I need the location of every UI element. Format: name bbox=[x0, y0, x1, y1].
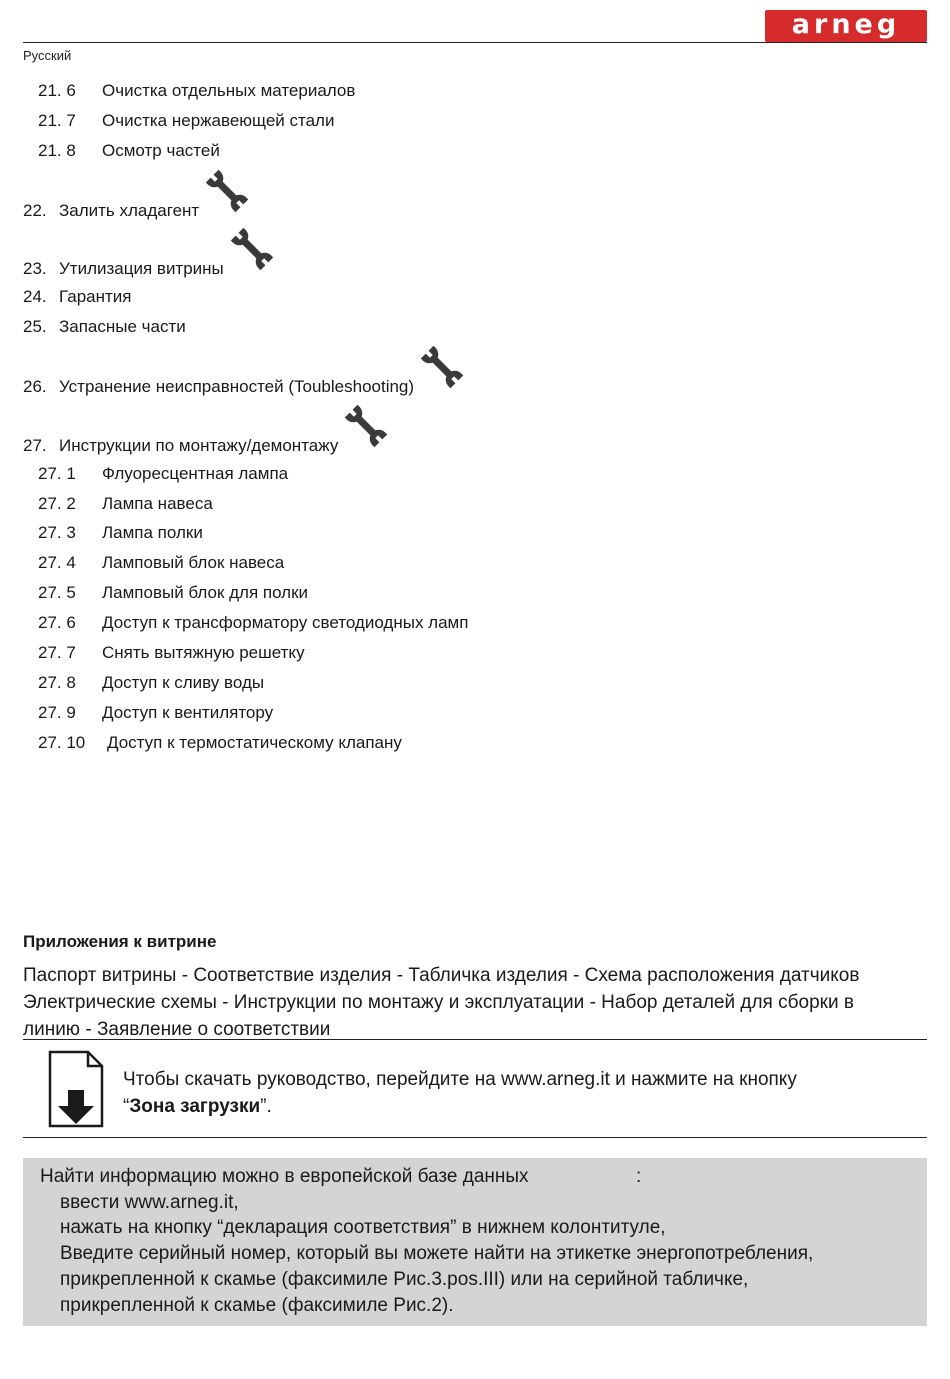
toc-item-label: Ламповый блок навеса bbox=[102, 553, 285, 572]
toc-item-number: 24. bbox=[23, 287, 47, 306]
toc-item-label: Ламповый блок для полки bbox=[102, 583, 309, 602]
toc-item-24 bbox=[23, 287, 132, 307]
info-step: прикрепленной к скамье (факсимиле Рис.3.pos.III) или на серийной табличке, bbox=[60, 1269, 749, 1290]
toc-item-number: 27. 7 bbox=[38, 643, 76, 662]
toc-item-27-9 bbox=[38, 703, 273, 723]
toc-item-number: 27. bbox=[23, 436, 47, 455]
toc-item-number: 26. bbox=[23, 377, 47, 396]
toc-item-label: Лампа полки bbox=[102, 523, 203, 542]
toc-item-27-4 bbox=[38, 553, 284, 573]
attachments-list bbox=[23, 962, 933, 1043]
toc-item-number: 22. bbox=[23, 201, 47, 220]
attachments-title: Приложения к витрине bbox=[23, 932, 217, 951]
brand-logo-text: arneg bbox=[791, 9, 901, 40]
toc-item-label: Доступ к термостатическому клапану bbox=[107, 733, 402, 752]
toc-item-number: 27. 1 bbox=[38, 464, 76, 483]
header-divider bbox=[23, 42, 927, 43]
toc-item-22 bbox=[23, 167, 251, 221]
download-instructions bbox=[123, 1066, 797, 1120]
toc-item-number: 25. bbox=[23, 317, 47, 336]
wrench-icon bbox=[418, 343, 466, 391]
language-label: Русский bbox=[23, 48, 72, 63]
toc-item-number: 27. 6 bbox=[38, 613, 76, 632]
attachments-line: Паспорт витрины - Соответствие изделия - Табличка изделия - Схема расположения датчиков bbox=[23, 965, 860, 986]
toc-item-number: 27. 3 bbox=[38, 523, 76, 542]
toc-item-27-2 bbox=[38, 494, 213, 514]
toc-item-number: 27. 10 bbox=[38, 733, 86, 752]
info-colon: : bbox=[636, 1166, 642, 1187]
toc-item-label: Залить хладагент bbox=[59, 201, 200, 220]
toc-item-label: Очистка нержавеющей стали bbox=[102, 111, 335, 130]
info-step: Введите серийный номер, который вы можете найти на этикетке энергопотребления, bbox=[60, 1243, 814, 1264]
toc-item-number: 21. 6 bbox=[38, 81, 76, 100]
wrench-icon bbox=[228, 225, 276, 273]
divider bbox=[23, 1039, 927, 1040]
quote-open: “ bbox=[123, 1096, 130, 1117]
download-zone-label: Зона загрузки bbox=[129, 1096, 261, 1117]
toc-item-label: Лампа навеса bbox=[102, 494, 213, 513]
toc-item-label: Утилизация витрины bbox=[59, 259, 224, 278]
quote-close: ”. bbox=[260, 1096, 272, 1117]
toc-item-27-7 bbox=[38, 643, 305, 663]
toc-item-number: 27. 9 bbox=[38, 703, 76, 722]
toc-item-27-10 bbox=[38, 733, 402, 753]
attachments-line: Электрические схемы - Инструкции по монтажу и эксплуатации - Набор деталей для сборки в bbox=[23, 992, 854, 1013]
toc-item-27-3 bbox=[38, 523, 203, 543]
toc-item-label: Инструкции по монтажу/демонтажу bbox=[59, 436, 339, 455]
toc-item-label: Доступ к трансформатору светодиодных ламп bbox=[102, 613, 469, 632]
toc-item-27-1 bbox=[38, 464, 288, 484]
toc-item-label: Устранение неисправностей (Toubleshooting) bbox=[59, 377, 415, 396]
toc-item-27-5 bbox=[38, 583, 308, 603]
download-line: Чтобы скачать руководство, перейдите на www.arneg.it и нажмите на кнопку bbox=[123, 1069, 797, 1090]
toc-item-number: 27. 5 bbox=[38, 583, 76, 602]
info-step: прикрепленной к скамье (факсимиле Рис.2). bbox=[60, 1295, 454, 1316]
toc-item-21-7 bbox=[38, 111, 334, 131]
toc-item-26 bbox=[23, 343, 466, 397]
toc-item-label: Флуоресцентная лампа bbox=[102, 464, 289, 483]
database-info-box bbox=[23, 1158, 927, 1326]
toc-item-label: Снять вытяжную решетку bbox=[102, 643, 305, 662]
toc-item-number: 27. 8 bbox=[38, 673, 76, 692]
toc-item-number: 27. 2 bbox=[38, 494, 76, 513]
toc-item-25 bbox=[23, 317, 186, 337]
attachments-line: линию - Заявление о соответствии bbox=[23, 1019, 331, 1040]
toc-item-label: Осмотр частей bbox=[102, 141, 220, 160]
toc-item-number: 23. bbox=[23, 259, 47, 278]
wrench-icon bbox=[342, 402, 390, 450]
wrench-icon bbox=[203, 167, 251, 215]
toc-item-number: 27. 4 bbox=[38, 553, 76, 572]
toc-item-number: 21. 7 bbox=[38, 111, 76, 130]
toc-item-label: Запасные части bbox=[59, 317, 186, 336]
info-title: Найти информацию можно в европейской базе данных bbox=[40, 1166, 529, 1187]
info-step: ввести www.arneg.it, bbox=[60, 1192, 239, 1213]
toc-item-label: Доступ к сливу воды bbox=[102, 673, 265, 692]
toc-item-23 bbox=[23, 225, 276, 279]
divider bbox=[23, 1137, 927, 1138]
toc-item-label: Доступ к вентилятору bbox=[102, 703, 274, 722]
download-line bbox=[123, 1093, 797, 1120]
toc-item-number: 21. 8 bbox=[38, 141, 76, 160]
toc-item-27 bbox=[23, 402, 390, 456]
info-step: нажать на кнопку “декларация соответствия” в нижнем колонтитуле, bbox=[60, 1217, 666, 1238]
document-download-icon bbox=[48, 1050, 104, 1128]
toc-item-label: Очистка отдельных материалов bbox=[102, 81, 356, 100]
toc-item-27-8 bbox=[38, 673, 264, 693]
brand-logo bbox=[765, 10, 927, 42]
toc-item-21-8 bbox=[38, 141, 220, 161]
toc-item-27-6 bbox=[38, 613, 468, 633]
toc-item-21-6 bbox=[38, 81, 355, 101]
toc-item-label: Гарантия bbox=[59, 287, 132, 306]
